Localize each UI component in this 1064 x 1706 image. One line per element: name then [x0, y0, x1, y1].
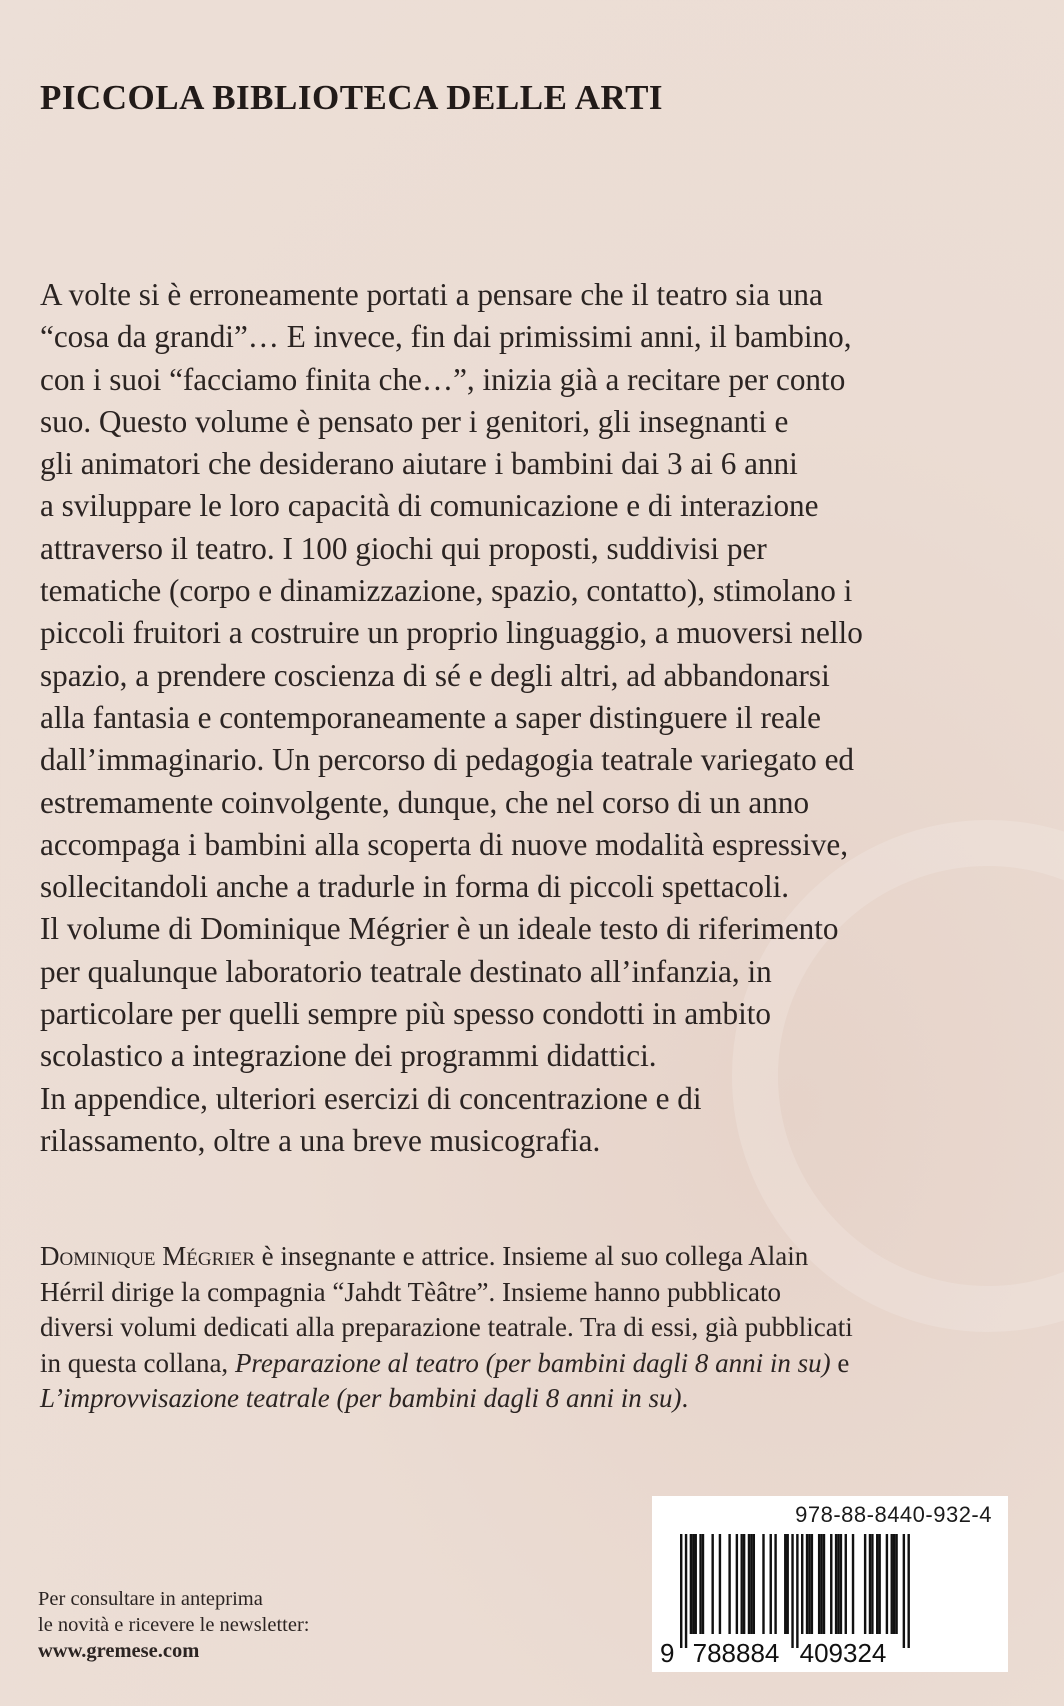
bio-line-5	[40, 1381, 1020, 1417]
barcode-bar	[743, 1534, 745, 1634]
description-line: A volte si è erroneamente portati a pensare che il teatro sia una	[40, 277, 823, 312]
barcode-bar	[774, 1534, 776, 1634]
barcode-bar	[820, 1534, 822, 1634]
description-line: scolastico a integrazione dei programmi didattici.	[40, 1038, 657, 1074]
description-line: con i suoi “facciamo finita che…”, inizia già a recitare per conto	[40, 361, 846, 397]
barcode-bar	[770, 1534, 772, 1634]
bio-line-3: diversi volumi dedicati alla preparazione teatrale. Tra di essi, già pubblicati	[40, 1312, 853, 1342]
barcode-bar	[680, 1534, 682, 1648]
barcode-bar	[852, 1534, 854, 1634]
barcode-bars	[680, 1534, 910, 1648]
barcode-bar	[796, 1534, 798, 1648]
author-bio	[40, 1239, 1020, 1417]
barcode-bar	[871, 1534, 873, 1634]
barcode-bar	[748, 1534, 750, 1634]
book-title-preparazione: Preparazione al teatro (per bambini dagli 8 anni in su)	[234, 1347, 831, 1378]
description-line: tematiche (corpo e dinamizzazione, spazio, contatto), stimolano i	[40, 573, 853, 609]
barcode-bar	[753, 1534, 755, 1634]
barcode-bar	[893, 1534, 895, 1634]
description-line: accompaga i bambini alla scoperta di nuove modalità espressive,	[40, 826, 848, 862]
bio-line-4-text: in questa collana,	[40, 1347, 235, 1378]
barcode-bar	[736, 1534, 738, 1634]
isbn-barcode	[652, 1496, 1008, 1672]
barcode-bar	[695, 1534, 697, 1634]
description-line: a sviluppare le loro capacità di comunicazione e di interazione	[40, 488, 819, 524]
bio-line-1	[40, 1239, 1020, 1275]
barcode-bar	[692, 1534, 694, 1634]
barcode-bar	[699, 1534, 701, 1634]
barcode-bar	[869, 1534, 871, 1634]
barcode-bar	[876, 1534, 878, 1634]
barcode-bar	[845, 1534, 847, 1634]
bio-line-4	[40, 1346, 1020, 1382]
barcode-bar	[806, 1534, 808, 1634]
bio-line-2: Hérril dirige la compagnia “Jahdt Tèâtre”. Insieme hanno pubblicato	[40, 1276, 781, 1307]
barcode-bar	[784, 1534, 786, 1634]
description-line: In appendice, ulteriori esercizi di concentrazione e di	[40, 1080, 702, 1116]
description-line: per qualunque laboratorio teatrale destinato all’infanzia, in	[40, 953, 772, 989]
barcode-bar	[741, 1534, 743, 1634]
description-line: gli animatori che desiderano aiutare i bambini dai 3 ai 6 anni	[40, 446, 798, 482]
description-line: rilassamento, oltre a una breve musicografia.	[40, 1122, 601, 1158]
barcode-bar	[786, 1534, 788, 1634]
barcode-bar	[728, 1534, 730, 1634]
barcode-bar	[818, 1534, 820, 1634]
description-line: “cosa da grandi”… E invece, fin dai primissimi anni, il bambino,	[40, 319, 852, 355]
barcode-bar	[907, 1534, 909, 1648]
barcode-digits-right: 409324	[799, 1638, 887, 1668]
book-description	[40, 274, 1020, 1162]
barcode-bar	[837, 1534, 839, 1634]
barcode-bar	[750, 1534, 752, 1634]
bio-conjunction: e	[830, 1347, 850, 1378]
footer-line-2: le novità e ricevere le newsletter:	[38, 1614, 310, 1636]
description-line: spazio, a prendere coscienza di sé e degli altri, ad abbandonarsi	[40, 657, 830, 693]
barcode-bar	[823, 1534, 825, 1634]
description-line: sollecitandoli anche a tradurle in forma di piccoli spettacoli.	[40, 869, 790, 905]
barcode-digits-left: 788884	[692, 1638, 780, 1668]
description-line: piccoli fruitori a costruire un proprio linguaggio, a muoversi nello	[40, 615, 863, 651]
barcode-bar	[762, 1534, 764, 1634]
barcode-bar	[830, 1534, 832, 1634]
isbn-number: 978-88-8440-932-4	[795, 1502, 992, 1527]
barcode-bar	[685, 1534, 687, 1648]
barcode-bar	[719, 1534, 721, 1634]
book-title-improvvisazione: L’improvvisazione teatrale (per bambini dagli 8 anni in su)	[40, 1383, 682, 1413]
footer-line-1: Per consultare in anteprima	[38, 1588, 263, 1610]
barcode-bar	[878, 1534, 880, 1634]
description-line: particolare per quelli sempre più spesso condotti in ambito	[40, 996, 771, 1032]
description-line: estremamente coinvolgente, dunque, che nel corso di un anno	[40, 784, 810, 820]
description-line: suo. Questo volume è pensato per i genitori, gli insegnanti e	[40, 403, 789, 439]
bio-end-period: .	[681, 1383, 689, 1413]
barcode-bar	[864, 1534, 866, 1634]
series-title: PICCOLA BIBLIOTECA DELLE ARTI	[40, 78, 664, 117]
barcode-bar	[811, 1534, 813, 1634]
bio-line-1-text: è insegnante e attrice. Insieme al suo collega Alain	[254, 1241, 809, 1271]
barcode-bar	[903, 1534, 905, 1648]
barcode-bar	[840, 1534, 842, 1634]
barcode-bar	[791, 1534, 793, 1648]
publisher-url-link[interactable]: www.gremese.com	[38, 1640, 200, 1662]
barcode-bar	[690, 1534, 692, 1634]
barcode-bar	[801, 1534, 803, 1634]
description-line: attraverso il teatro. I 100 giochi qui proposti, suddivisi per	[40, 530, 767, 566]
barcode-bar	[808, 1534, 810, 1634]
barcode-bar	[835, 1534, 837, 1634]
barcode-bar	[702, 1534, 704, 1634]
description-line: dall’immaginario. Un percorso di pedagogia teatrale variegato ed	[40, 742, 855, 778]
barcode-bar	[895, 1534, 897, 1634]
barcode-digit-first: 9	[660, 1638, 675, 1668]
description-line: Il volume di Dominique Mégrier è un ideale testo di riferimento	[40, 911, 839, 947]
barcode-bar	[886, 1534, 888, 1634]
barcode-bar	[711, 1534, 713, 1634]
author-name: Dominique Mégrier	[40, 1241, 255, 1271]
barcode-bar	[891, 1534, 893, 1634]
description-line: alla fantasia e contemporaneamente a saper distinguere il reale	[40, 699, 822, 735]
publisher-footer	[38, 1586, 310, 1664]
